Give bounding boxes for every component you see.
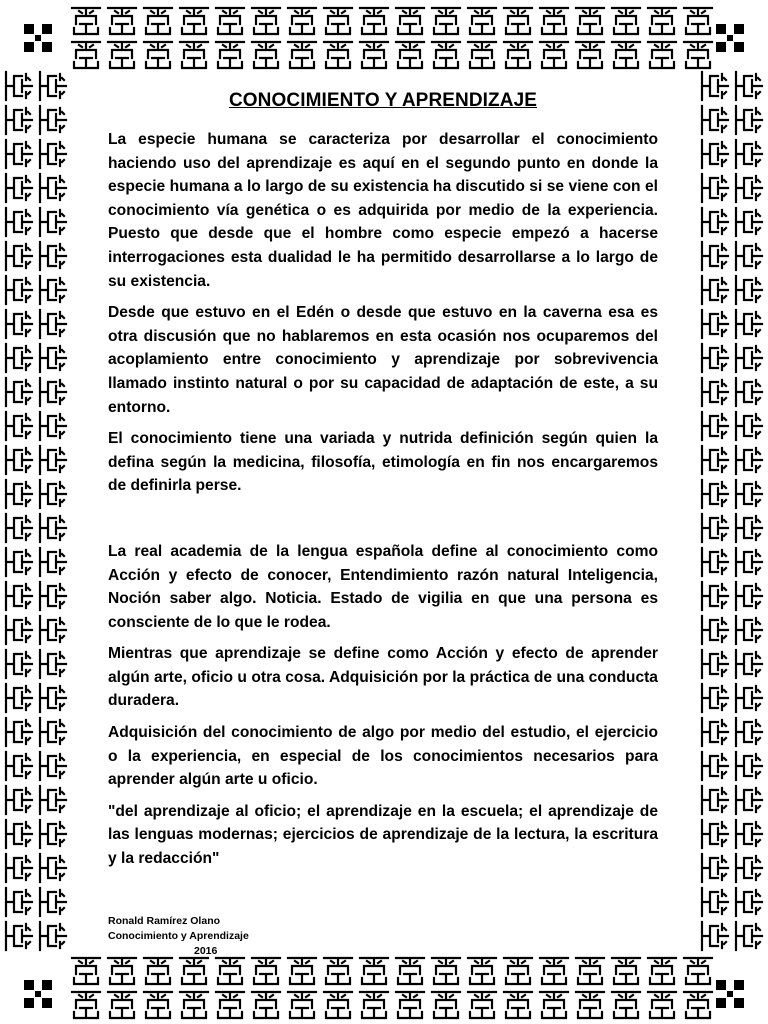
document-body [108,90,658,879]
border-motif-left [6,378,32,406]
border-motif-left [6,208,32,236]
border-motif-top [648,8,676,34]
border-motif-bottom [144,992,172,1018]
paragraph-3: El conocimiento tiene una variada y nutrida definición según quien la defina según la medicina, filosofía, etimología en fin nos encargaremos de definirla perse. [108,430,658,495]
border-motif-bottom [108,992,136,1018]
border-motif-right [736,310,762,338]
border-motif-right [702,140,728,168]
border-motif-left [40,378,66,406]
border-corner-top-right [716,24,744,52]
border-motif-right [736,480,762,508]
paragraph-spacer [108,506,658,540]
border-motif-right [702,786,728,814]
border-motif-right [702,310,728,338]
border-motif-right [702,718,728,746]
border-motif-right [702,854,728,882]
border-motif-right [702,378,728,406]
paragraph-2: Desde que estuvo en el Edén o desde que estuvo en la caverna esa es otra discusión que no hablaremos en esta ocasión nos ocuparemos del acoplamiento entre conocimiento y aprendizaje por sobrevivencia llamado instinto natural o por su capacidad de adaptación de este, a su entorno. [108,304,658,416]
border-motif-right [736,446,762,474]
border-motif-left [40,72,66,100]
border-motif-left [40,888,66,916]
border-motif-right [736,174,762,202]
border-motif-left [6,106,32,134]
border-motif-bottom [504,958,532,984]
border-motif-right [702,276,728,304]
border-motif-right [736,72,762,100]
border-motif-top [108,42,136,68]
border-motif-left [40,310,66,338]
border-motif-right [736,786,762,814]
paragraph-6: Adquisición del conocimiento de algo por medio del estudio, el ejercicio o la experiencia, en especial de los conocimientos necesarios para aprender algún arte u oficio. [108,724,658,789]
border-motif-bottom [648,958,676,984]
paragraph-4: La real academia de la lengua española define al conocimiento como Acción y efecto de conocer, Entendimiento razón natural Inteligencia, Noción saber algo. Noticia. Estado de vigilia en que una persona es consciente de lo que le rodea. [108,542,658,631]
border-motif-bottom [180,992,208,1018]
border-motif-left [6,650,32,678]
border-motif-bottom [432,958,460,984]
border-motif-bottom [540,958,568,984]
border-motif-top [432,8,460,34]
border-motif-bottom [324,958,352,984]
border-motif-right [702,650,728,678]
border-motif-left [40,854,66,882]
border-motif-top [216,8,244,34]
border-motif-left [40,242,66,270]
border-motif-right [736,582,762,610]
border-motif-top [72,8,100,34]
border-motif-left [6,514,32,542]
border-motif-top [504,42,532,68]
border-motif-bottom [72,958,100,984]
border-motif-left [40,276,66,304]
border-motif-bottom [360,992,388,1018]
border-motif-left [6,922,32,950]
border-motif-right [702,888,728,916]
border-motif-right [736,548,762,576]
border-motif-right [736,616,762,644]
border-motif-left [6,820,32,848]
border-motif-top [360,8,388,34]
border-motif-right [702,344,728,372]
border-motif-right [702,446,728,474]
border-motif-left [40,140,66,168]
border-motif-right [702,72,728,100]
border-motif-bottom [288,958,316,984]
border-motif-right [736,514,762,542]
border-motif-left [6,140,32,168]
border-motif-right [736,412,762,440]
border-motif-right [702,106,728,134]
border-motif-right [736,888,762,916]
border-motif-top [72,42,100,68]
border-motif-top [216,42,244,68]
border-motif-right [702,616,728,644]
border-motif-top [468,42,496,68]
border-motif-bottom [108,958,136,984]
border-motif-top [144,42,172,68]
border-motif-right [702,752,728,780]
border-motif-right [736,106,762,134]
border-motif-left [6,854,32,882]
border-motif-left [40,582,66,610]
border-motif-right [736,242,762,270]
border-motif-top [612,42,640,68]
border-motif-left [40,514,66,542]
border-motif-right [736,378,762,406]
border-motif-left [6,242,32,270]
border-motif-top [108,8,136,34]
border-motif-left [6,174,32,202]
border-motif-right [736,718,762,746]
document-title: CONOCIMIENTO Y APRENDIZAJE [228,90,538,111]
border-motif-left [6,310,32,338]
border-motif-right [702,412,728,440]
border-motif-left [6,72,32,100]
border-motif-top [540,8,568,34]
border-motif-left [40,650,66,678]
border-motif-left [6,548,32,576]
border-motif-bottom [576,958,604,984]
border-motif-bottom [684,992,712,1018]
border-motif-left [6,786,32,814]
border-motif-left [40,820,66,848]
border-motif-bottom [396,958,424,984]
border-motif-right [736,922,762,950]
border-motif-top [540,42,568,68]
border-corner-top-left [24,24,52,52]
border-motif-left [40,174,66,202]
border-motif-bottom [432,992,460,1018]
border-motif-left [40,548,66,576]
border-motif-right [736,820,762,848]
border-motif-left [40,446,66,474]
border-corner-bottom-right [716,980,744,1008]
border-motif-bottom [252,958,280,984]
border-motif-right [736,344,762,372]
border-motif-right [736,140,762,168]
border-motif-left [6,616,32,644]
border-motif-left [6,276,32,304]
border-motif-right [702,820,728,848]
border-motif-top [396,8,424,34]
document-footer [108,914,249,959]
border-motif-left [6,718,32,746]
border-motif-top [180,8,208,34]
border-motif-bottom [540,992,568,1018]
border-motif-bottom [468,958,496,984]
border-motif-top [252,42,280,68]
border-motif-top [360,42,388,68]
footer-author: Ronald Ramírez Olano [108,915,221,927]
border-motif-top [612,8,640,34]
border-motif-top [648,42,676,68]
border-motif-bottom [576,992,604,1018]
border-motif-left [6,412,32,440]
border-motif-top [324,42,352,68]
border-motif-left [40,412,66,440]
border-motif-top [576,8,604,34]
border-motif-top [432,42,460,68]
border-motif-right [702,514,728,542]
border-motif-right [736,752,762,780]
border-corner-bottom-left [24,980,52,1008]
border-motif-bottom [72,992,100,1018]
border-motif-right [702,242,728,270]
border-motif-left [6,480,32,508]
border-motif-top [396,42,424,68]
border-motif-right [736,650,762,678]
footer-year: 2016 [194,945,218,957]
border-motif-bottom [504,992,532,1018]
border-motif-top [504,8,532,34]
border-motif-top [576,42,604,68]
border-motif-top [144,8,172,34]
border-motif-top [684,42,712,68]
border-motif-top [288,42,316,68]
paragraph-5: Mientras que aprendizaje se define como Acción y efecto de aprender algún arte, oficio u otra cosa. Adquisición por la práctica de una conducta duradera. [108,645,658,710]
border-motif-right [702,684,728,712]
border-motif-left [6,752,32,780]
border-motif-right [702,480,728,508]
border-motif-left [40,922,66,950]
border-motif-bottom [612,992,640,1018]
paragraph-7: "del aprendizaje al oficio; el aprendizaje en la escuela; el aprendizaje de las lenguas modernas; ejercicios de aprendizaje de la lectura, la escritura y la redacción" [108,802,658,868]
border-motif-right [702,208,728,236]
border-motif-top [468,8,496,34]
border-motif-left [40,616,66,644]
border-motif-right [736,684,762,712]
border-motif-left [6,446,32,474]
border-motif-left [40,106,66,134]
border-motif-bottom [252,992,280,1018]
border-motif-bottom [396,992,424,1018]
border-motif-left [40,344,66,372]
border-motif-top [324,8,352,34]
border-motif-bottom [468,992,496,1018]
border-motif-right [702,548,728,576]
footer-work: Conocimiento y Aprendizaje [108,930,249,942]
border-motif-bottom [360,958,388,984]
border-motif-right [702,174,728,202]
border-motif-bottom [324,992,352,1018]
border-motif-top [180,42,208,68]
border-motif-bottom [684,958,712,984]
border-motif-top [684,8,712,34]
border-motif-left [40,684,66,712]
border-motif-bottom [216,958,244,984]
border-motif-right [702,582,728,610]
border-motif-top [252,8,280,34]
border-motif-bottom [216,992,244,1018]
border-motif-bottom [144,958,172,984]
border-motif-left [6,888,32,916]
border-motif-left [6,582,32,610]
border-motif-bottom [648,992,676,1018]
border-motif-top [288,8,316,34]
paragraph-1: La especie humana se caracteriza por desarrollar el conocimiento haciendo uso del aprendizaje es aquí en el segundo punto en donde la especie humana a lo largo de su existencia ha discutido si se viene con el conocimiento vía genética o es adquirida por medio de la experiencia. Puesto que desde que el hombre como especie empezó a hacerse interrogaciones esta dualidad le ha permitido desarrollarse a lo largo de su existencia. [108,131,658,290]
border-motif-bottom [612,958,640,984]
border-motif-bottom [180,958,208,984]
border-motif-left [40,752,66,780]
border-motif-left [40,786,66,814]
border-motif-right [702,922,728,950]
border-motif-left [6,344,32,372]
border-motif-left [40,480,66,508]
border-motif-left [40,208,66,236]
border-motif-right [736,854,762,882]
border-motif-bottom [288,992,316,1018]
border-motif-left [40,718,66,746]
border-motif-right [736,208,762,236]
border-motif-left [6,684,32,712]
border-motif-right [736,276,762,304]
